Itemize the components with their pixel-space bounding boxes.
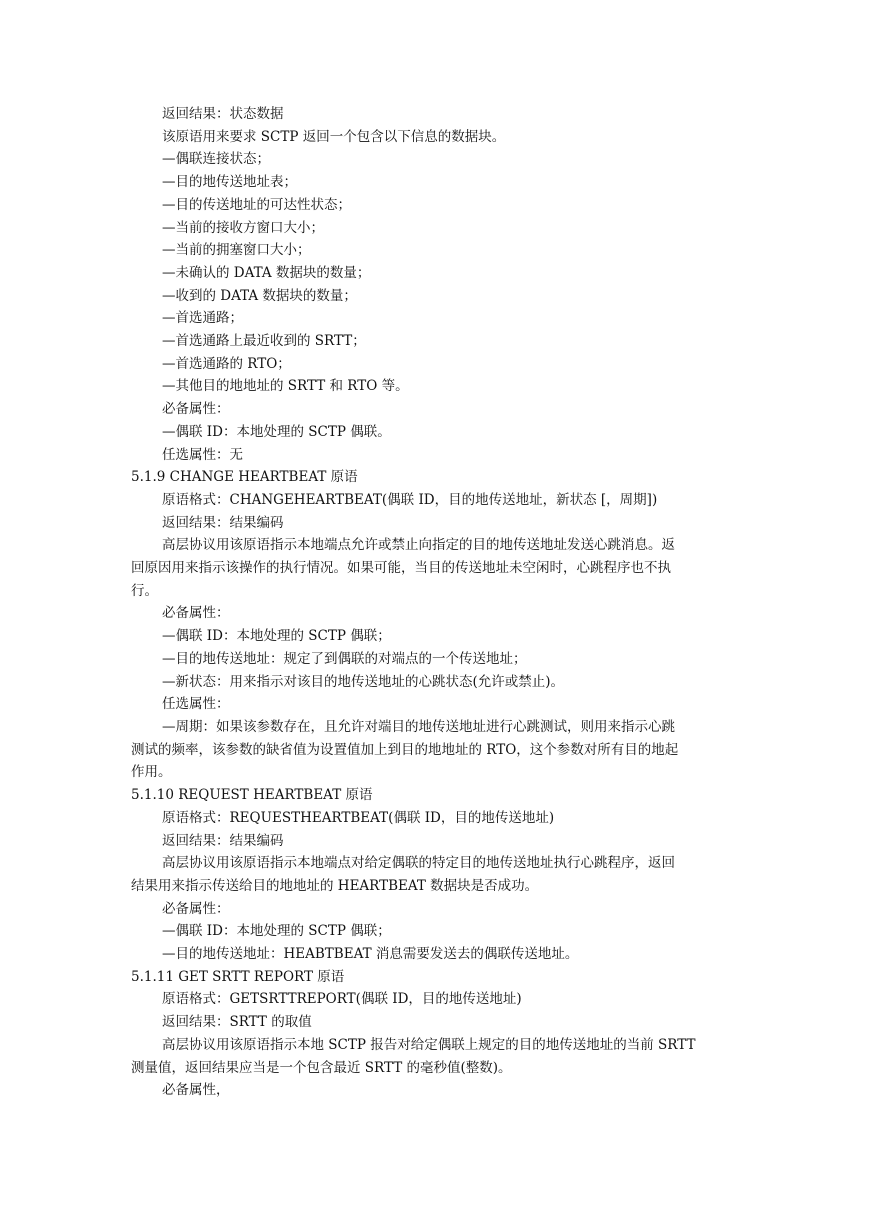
list-item: —未确认的 DATA 数据块的数量； [162,264,371,281]
text-line: 返回结果：状态数据 [162,106,284,122]
text-line: 该原语用来要求 SCTP 返回一个包含以下信息的数据块。 [162,128,506,145]
text-line: 行。 [131,582,158,599]
list-item: —当前的拥塞窗口大小； [162,242,311,259]
section-heading: 5.1.10 REQUEST HEARTBEAT 原语 [131,787,373,804]
list-item: —偶联 ID：本地处理的 SCTP 偶联； [162,628,391,645]
list-item: —周期：如果该参数存在，且允许对端目的地传送地址进行心跳测试，则用来指示心跳 [162,718,675,735]
list-item: —偶联 ID：本地处理的 SCTP 偶联； [162,923,391,940]
text-line: 原语格式：REQUESTHEARTBEAT(偶联 ID，目的地传送地址) [162,809,555,826]
list-item: —新状态：用来指示对该目的地传送地址的心跳状态(允许或禁止)。 [162,673,565,690]
text-line: 测量值，返回结果应当是一个包含最近 SRTT 的毫秒值(整数)。 [131,1059,512,1076]
section-heading: 5.1.9 CHANGE HEARTBEAT 原语 [131,469,358,486]
text-line: 任选属性： [162,696,230,713]
text-line: 返回结果：结果编码 [162,832,284,849]
text-line: 返回结果：结果编码 [162,514,284,531]
list-item: —目的传送地址的可达性状态； [162,196,351,213]
list-item: —首选通路上最近收到的 SRTT； [162,333,366,350]
text-line: 必备属性： [162,605,230,622]
document-page [131,103,741,1102]
text-line: 返回结果：SRTT 的取值 [162,1014,312,1031]
list-item: —收到的 DATA 数据块的数量； [162,287,357,304]
list-item: —目的地传送地址：HEABTBEAT 消息需要发送去的偶联传送地址。 [162,946,579,963]
text-line: 必备属性： [162,401,230,418]
text-line: 高层协议用该原语指示本地端点对给定偶联的特定目的地传送地址执行心跳程序，返回 [162,855,675,872]
text-line: 测试的频率，该参数的缺省值为设置值加上到目的地地址的 RTO，这个参数对所有目的地起 [131,741,679,758]
text-line: 高层协议用该原语指示本地 SCTP 报告对给定偶联上规定的目的地传送地址的当前 SRTT [162,1036,696,1053]
text-line: 任选属性：无 [162,446,243,463]
text-line: 必备属性： [162,900,230,917]
text-line: 回原因用来指示该操作的执行情况。如果可能，当目的传送地址未空闲时，心跳程序也不执 [131,560,671,577]
text-line: 结果用来指示传送给目的地地址的 HEARTBEAT 数据块是否成功。 [131,877,539,894]
text-line: 作用。 [131,764,172,781]
list-item: —偶联连接状态； [162,151,270,168]
list-item: —偶联 ID：本地处理的 SCTP 偶联。 [162,423,391,440]
text-line: 高层协议用该原语指示本地端点允许或禁止向指定的目的地传送地址发送心跳消息。返 [162,537,675,554]
section-heading: 5.1.11 GET SRTT REPORT 原语 [131,968,345,985]
text-line: 原语格式：CHANGEHEARTBEAT(偶联 ID，目的地传送地址，新状态 [，周期]) [162,491,658,508]
list-item: —首选通路的 RTO； [162,355,291,372]
list-item: —其他目的地地址的 SRTT 和 RTO 等。 [162,378,409,395]
list-item: —目的地传送地址表； [162,174,297,191]
list-item: —目的地传送地址：规定了到偶联的对端点的一个传送地址； [162,650,527,667]
text-line: 原语格式：GETSRTTREPORT(偶联 ID，目的地传送地址) [162,991,522,1008]
list-item: —当前的接收方窗口大小； [162,219,324,236]
text-line: 必备属性， [162,1082,230,1099]
list-item: —首选通路； [162,310,243,327]
